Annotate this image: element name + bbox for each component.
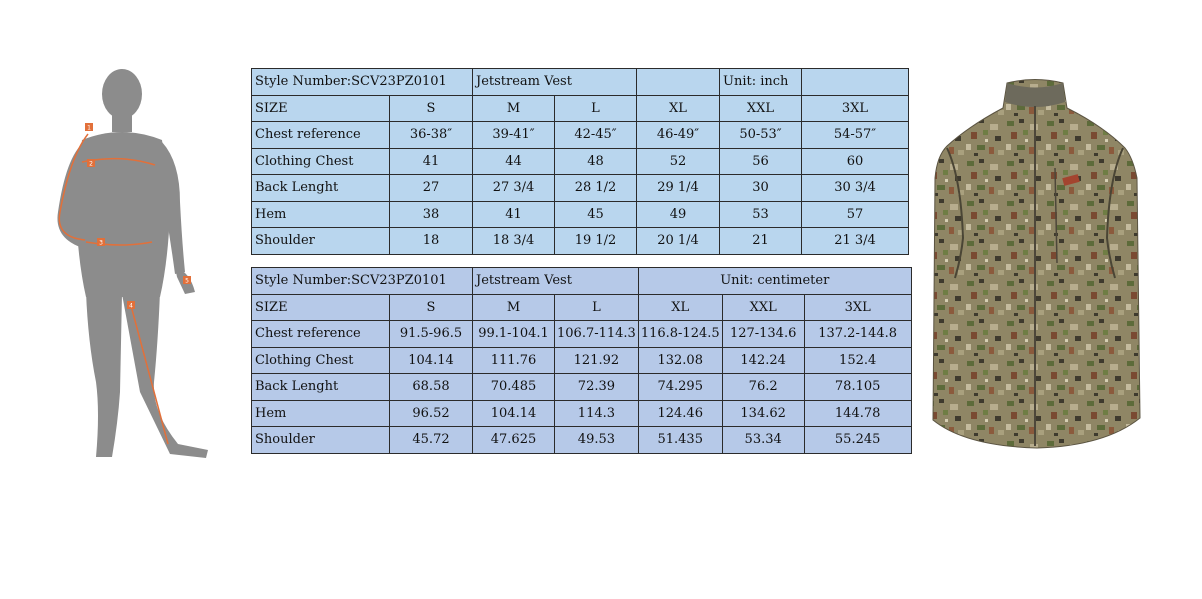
value-cell: 106.7-114.3: [555, 321, 639, 348]
row-label: Chest reference: [252, 321, 390, 348]
size-cell: XL: [637, 95, 720, 122]
size-cell: XXL: [722, 294, 804, 321]
style-number: Style Number:SCV23PZ0101: [252, 268, 473, 295]
value-cell: 99.1-104.1: [473, 321, 555, 348]
table-row: [252, 201, 909, 228]
value-cell: 137.2-144.8: [804, 321, 911, 348]
size-cell: XL: [638, 294, 722, 321]
marker-1: 1: [87, 124, 91, 132]
value-cell: 114.3: [555, 400, 639, 427]
vest-product-image: [925, 78, 1145, 453]
marker-2: 2: [89, 160, 93, 168]
value-cell: 91.5-96.5: [390, 321, 473, 348]
value-cell: 20 1/4: [637, 228, 720, 255]
table-row: [252, 122, 909, 149]
value-cell: 45: [555, 201, 637, 228]
value-cell: 132.08: [638, 347, 722, 374]
size-cell: M: [473, 294, 555, 321]
body-measurement-figure: [30, 62, 225, 472]
empty-cell: [802, 69, 909, 96]
size-row: [252, 95, 909, 122]
value-cell: 104.14: [390, 347, 473, 374]
table-row: [252, 347, 912, 374]
table-row: [252, 228, 909, 255]
value-cell: 18: [390, 228, 473, 255]
table-row: [252, 148, 909, 175]
value-cell: 134.62: [722, 400, 804, 427]
value-cell: 39-41″: [473, 122, 555, 149]
value-cell: 30: [720, 175, 802, 202]
row-label: Back Lenght: [252, 374, 390, 401]
value-cell: 56: [720, 148, 802, 175]
value-cell: 21 3/4: [802, 228, 909, 255]
value-cell: 44: [473, 148, 555, 175]
marker-3: 3: [99, 239, 103, 247]
table-row: [252, 400, 912, 427]
value-cell: 30 3/4: [802, 175, 909, 202]
size-label: SIZE: [252, 95, 390, 122]
value-cell: 49: [637, 201, 720, 228]
value-cell: 57: [802, 201, 909, 228]
value-cell: 70.485: [473, 374, 555, 401]
value-cell: 121.92: [555, 347, 639, 374]
row-label: Hem: [252, 400, 390, 427]
value-cell: 49.53: [555, 427, 639, 454]
value-cell: 50-53″: [720, 122, 802, 149]
value-cell: 28 1/2: [555, 175, 637, 202]
row-label: Shoulder: [252, 228, 390, 255]
size-table-inch: [251, 68, 909, 255]
value-cell: 72.39: [555, 374, 639, 401]
size-table-centimeter: [251, 267, 912, 454]
table-row: [252, 374, 912, 401]
size-cell: S: [390, 294, 473, 321]
value-cell: 27: [390, 175, 473, 202]
row-label: Chest reference: [252, 122, 390, 149]
value-cell: 52: [637, 148, 720, 175]
value-cell: 47.625: [473, 427, 555, 454]
value-cell: 96.52: [390, 400, 473, 427]
value-cell: 18 3/4: [473, 228, 555, 255]
size-row: [252, 294, 912, 321]
row-label: Clothing Chest: [252, 148, 390, 175]
size-cell: L: [555, 95, 637, 122]
value-cell: 76.2: [722, 374, 804, 401]
value-cell: 144.78: [804, 400, 911, 427]
value-cell: 53: [720, 201, 802, 228]
value-cell: 42-45″: [555, 122, 637, 149]
value-cell: 51.435: [638, 427, 722, 454]
size-cell: L: [555, 294, 639, 321]
value-cell: 41: [473, 201, 555, 228]
table-header-row: [252, 69, 909, 96]
table-row: [252, 427, 912, 454]
value-cell: 38: [390, 201, 473, 228]
value-cell: 46-49″: [637, 122, 720, 149]
product-name: Jetstream Vest: [473, 69, 637, 96]
value-cell: 48: [555, 148, 637, 175]
value-cell: 27 3/4: [473, 175, 555, 202]
value-cell: 68.58: [390, 374, 473, 401]
value-cell: 45.72: [390, 427, 473, 454]
row-label: Shoulder: [252, 427, 390, 454]
marker-4: 4: [129, 302, 133, 310]
value-cell: 74.295: [638, 374, 722, 401]
value-cell: 104.14: [473, 400, 555, 427]
value-cell: 19 1/2: [555, 228, 637, 255]
value-cell: 111.76: [473, 347, 555, 374]
empty-cell: [637, 69, 720, 96]
size-cell: 3XL: [804, 294, 911, 321]
table-row: [252, 321, 912, 348]
value-cell: 124.46: [638, 400, 722, 427]
value-cell: 36-38″: [390, 122, 473, 149]
size-label: SIZE: [252, 294, 390, 321]
value-cell: 41: [390, 148, 473, 175]
table-header-row: [252, 268, 912, 295]
value-cell: 78.105: [804, 374, 911, 401]
value-cell: 55.245: [804, 427, 911, 454]
table-row: [252, 175, 909, 202]
marker-5: 5: [185, 277, 189, 285]
value-cell: 29 1/4: [637, 175, 720, 202]
row-label: Clothing Chest: [252, 347, 390, 374]
value-cell: 21: [720, 228, 802, 255]
size-cell: XXL: [720, 95, 802, 122]
row-label: Hem: [252, 201, 390, 228]
row-label: Back Lenght: [252, 175, 390, 202]
size-cell: M: [473, 95, 555, 122]
size-cell: S: [390, 95, 473, 122]
unit-label: Unit: centimeter: [638, 268, 911, 295]
value-cell: 54-57″: [802, 122, 909, 149]
value-cell: 127-134.6: [722, 321, 804, 348]
value-cell: 53.34: [722, 427, 804, 454]
style-number: Style Number:SCV23PZ0101: [252, 69, 473, 96]
value-cell: 60: [802, 148, 909, 175]
unit-label: Unit: inch: [720, 69, 802, 96]
value-cell: 152.4: [804, 347, 911, 374]
value-cell: 116.8-124.5: [638, 321, 722, 348]
value-cell: 142.24: [722, 347, 804, 374]
product-name: Jetstream Vest: [473, 268, 639, 295]
size-cell: 3XL: [802, 95, 909, 122]
